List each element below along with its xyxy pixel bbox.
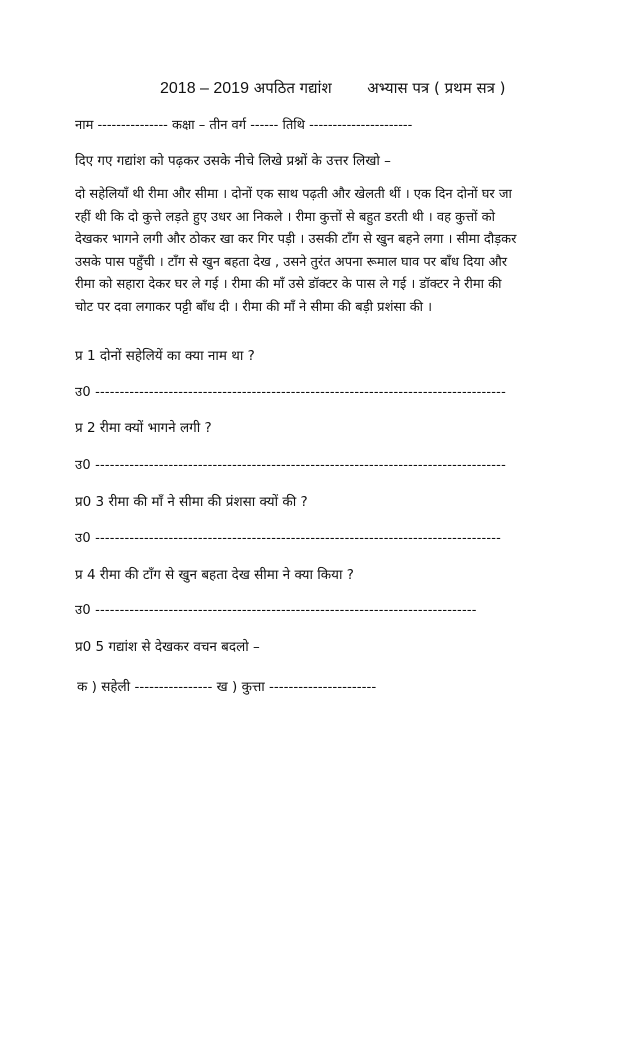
question-1: प्र 1 दोनों सहेलियें का क्या नाम था ?	[75, 348, 255, 364]
question-2: प्र 2 रीमा क्यों भागने लगी ?	[75, 420, 212, 436]
worksheet-label: अभ्यास पत्र ( प्रथम सत्र )	[367, 79, 506, 97]
question-5: प्र0 5 गद्यांश से देखकर वचन बदलो –	[75, 639, 260, 655]
answer-line-2: उ0 ------------------------------------------------------------------------------------	[75, 458, 506, 473]
worksheet-title	[160, 78, 506, 99]
answer-line-4: उ0 ------------------------------------------------------------------------------	[75, 603, 477, 618]
passage-line: उसके पास पहुँची । टाँग से खुन बहता देख , उसने तुरंत अपना रूमाल घाव पर बाँध दिया और	[75, 254, 508, 270]
plural-options-line: क ) सहेली ---------------- ख ) कुत्ता ----------------------	[77, 679, 377, 695]
session-year: 2018 – 2019	[160, 80, 249, 97]
passage	[75, 184, 565, 319]
student-info-line: नाम --------------- कक्षा – तीन वर्ग ------ तिथि ----------------------	[75, 118, 413, 133]
passage-line: चोट पर दवा लगाकर पट्टी बाँध दी । रीमा की माँ ने सीमा की बड़ी प्रशंसा की ।	[75, 299, 433, 315]
answer-line-3: उ0 -----------------------------------------------------------------------------------	[75, 531, 502, 546]
passage-line: रीमा को सहारा देकर घर ले गई । रीमा की माँ उसे डॉक्टर के पास ले गई । डॉक्टर ने रीमा की	[75, 277, 502, 292]
question-4: प्र 4 रीमा की टाँग से खुन बहता देख सीमा ने क्या किया ?	[75, 567, 354, 583]
passage-line: रहीं थी कि दो कुत्ते लड़ते हुए उधर आ निकले । रीमा कुत्तों से बहुत डरती थी । वह कुत्तों को	[75, 209, 495, 225]
subject-name: अपठित गद्यांश	[253, 79, 332, 97]
passage-line: दो सहेलियाँ थी रीमा और सीमा । दोनों एक साथ पढ़ती और खेलती थीं । एक दिन दोनों घर जा	[75, 187, 512, 202]
answer-line-1: उ0 ------------------------------------------------------------------------------------	[75, 385, 506, 400]
question-3: प्र0 3 रीमा की माँ ने सीमा की प्रंशसा क्यों की ?	[75, 494, 308, 510]
instruction: दिए गए गद्यांश को पढ़कर उसके नीचे लिखे प्रश्नों के उत्तर लिखो –	[75, 153, 391, 169]
passage-line: देखकर भागने लगी और ठोकर खा कर गिर पड़ी । उसकी टाँग से खुन बहने लगा । सीमा दौड़कर	[75, 232, 517, 247]
